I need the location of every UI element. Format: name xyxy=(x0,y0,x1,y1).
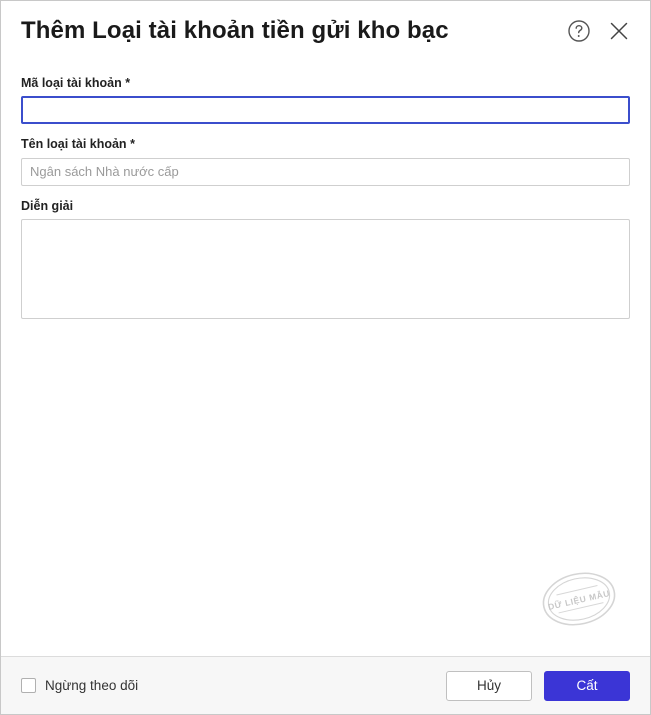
field-description xyxy=(21,198,630,324)
page-title: Thêm Loại tài khoản tiền gửi kho bạc xyxy=(21,17,449,44)
stop-tracking-checkbox[interactable] xyxy=(21,678,36,693)
dialog-footer xyxy=(1,656,650,714)
save-button[interactable]: Cất xyxy=(544,671,630,701)
account-type-code-label-text: Mã loại tài khoản xyxy=(21,76,122,90)
required-marker: * xyxy=(125,76,131,90)
stop-tracking-checkbox-wrap[interactable] xyxy=(21,678,446,693)
stop-tracking-label: Ngừng theo dõi xyxy=(45,678,139,693)
header-actions xyxy=(566,18,632,44)
watermark-text: DỮ LIỆU MẪU xyxy=(547,588,611,612)
description-textarea[interactable] xyxy=(21,219,630,319)
dialog-body xyxy=(1,61,650,656)
footer-buttons xyxy=(446,671,630,701)
account-type-name-label xyxy=(21,136,630,152)
description-label: Diễn giải xyxy=(21,198,74,213)
required-marker: * xyxy=(130,137,135,152)
account-type-name-input[interactable] xyxy=(21,158,630,186)
account-type-code-input[interactable] xyxy=(21,96,630,124)
field-account-type-name xyxy=(21,136,630,185)
cancel-button[interactable]: Hủy xyxy=(446,671,532,701)
account-type-code-label xyxy=(21,75,630,91)
field-account-type-code xyxy=(21,75,630,124)
sample-data-watermark xyxy=(536,568,622,630)
dialog-header xyxy=(1,1,650,61)
close-icon[interactable] xyxy=(606,18,632,44)
help-circle-icon[interactable] xyxy=(566,18,592,44)
account-type-name-label-text: Tên loại tài khoản xyxy=(21,137,127,152)
